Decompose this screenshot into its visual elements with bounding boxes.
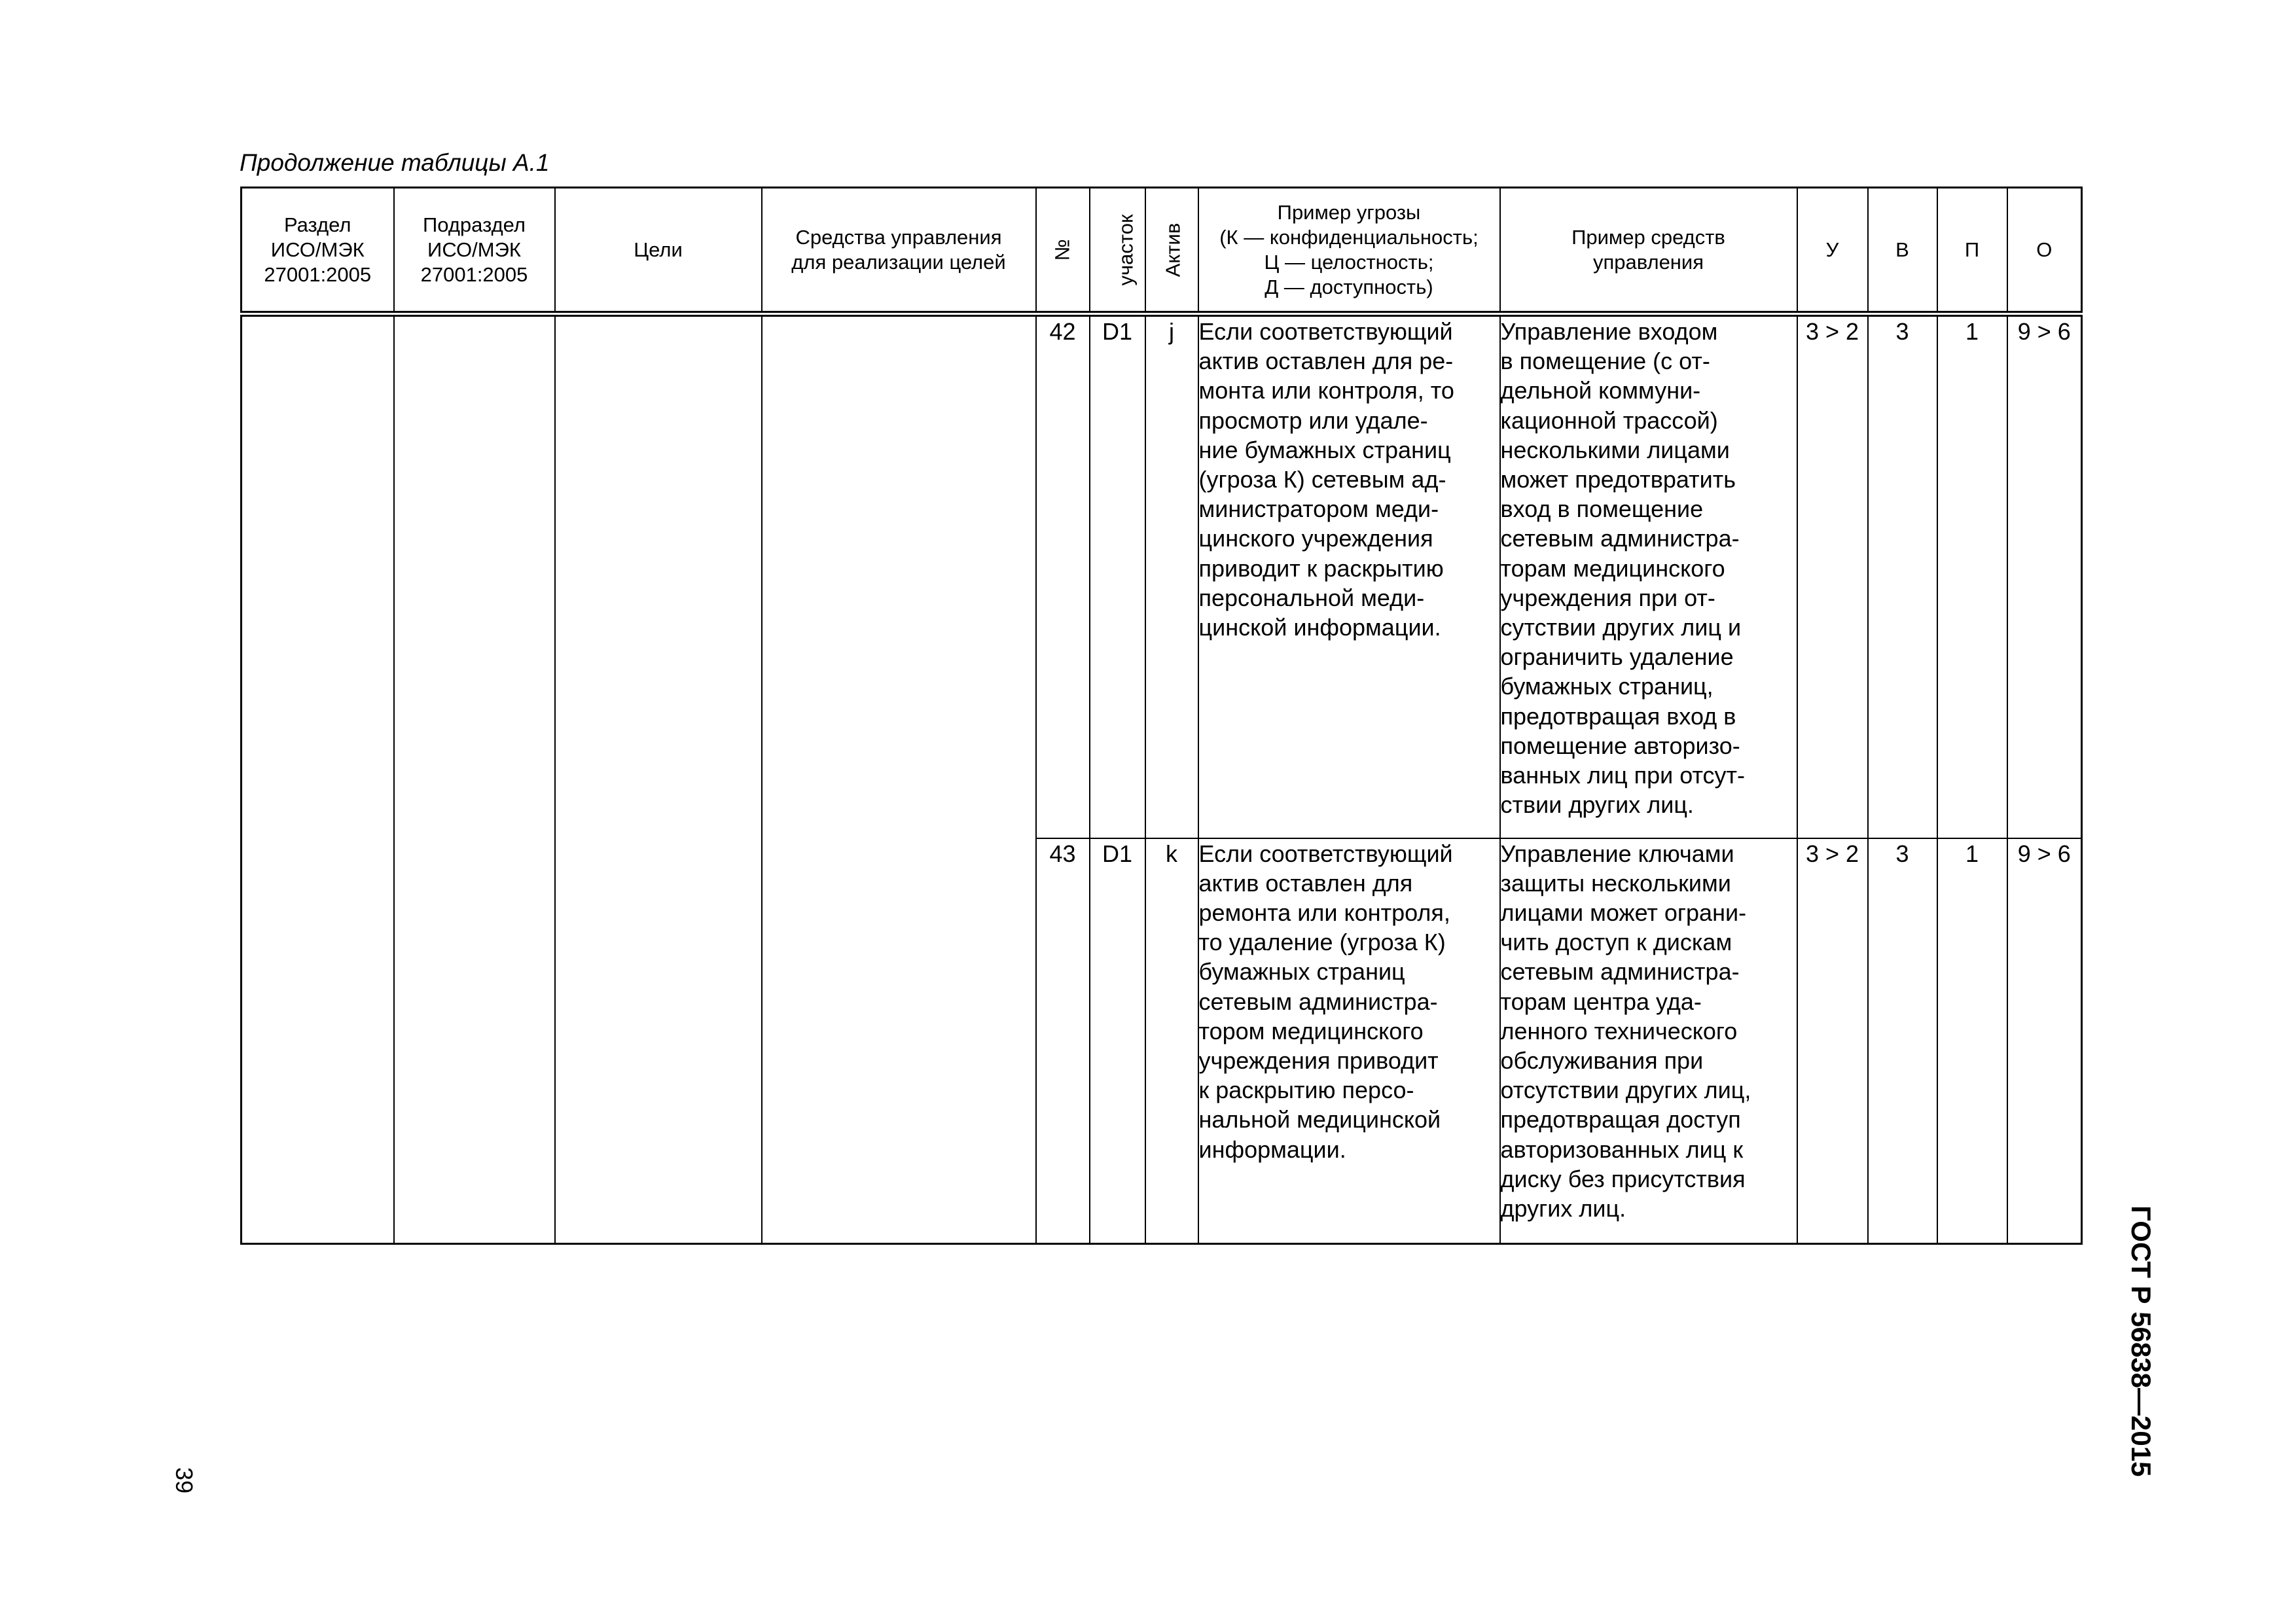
- text-line: Пример средств: [1571, 225, 1725, 249]
- cell-v: 3: [1868, 838, 1937, 1244]
- text-line: ванных лиц при отсут-: [1500, 762, 1746, 789]
- text-line: Подраздел: [423, 213, 526, 236]
- text-line: авторизованных лиц к: [1500, 1135, 1744, 1163]
- text-line: Управление входом: [1500, 318, 1718, 345]
- text-line: может предотвратить: [1500, 466, 1736, 493]
- text-line: ремонта или контроля,: [1198, 899, 1450, 926]
- text-line: предотвращая вход в: [1500, 702, 1736, 730]
- text-line: защиты несколькими: [1500, 869, 1731, 897]
- cell-control-example: [1500, 838, 1797, 1244]
- text-line: Д — доступность): [1265, 275, 1433, 298]
- cell-v: 3: [1868, 314, 1937, 838]
- text-line: кационной трассой): [1500, 406, 1718, 434]
- text-line: лицами может ограни-: [1500, 899, 1747, 926]
- standards-table: [240, 187, 2083, 1245]
- document-code: ГОСТ Р 56838—2015: [2126, 1205, 2157, 1477]
- text-line: обслуживания при: [1500, 1046, 1704, 1074]
- header-area: [1090, 188, 1145, 314]
- cell-asset: k: [1145, 838, 1198, 1244]
- table-header-row: [242, 188, 2082, 314]
- cell-goals: [555, 314, 762, 1244]
- cell-threat-example: [1198, 838, 1500, 1244]
- text-line: просмотр или удале-: [1198, 406, 1428, 434]
- page-number: 39: [171, 1467, 198, 1494]
- text-line: ИСО/МЭК: [270, 238, 365, 261]
- header-asset-text: Актив: [1160, 223, 1184, 277]
- text-line: цинского учреждения: [1198, 525, 1433, 552]
- text-line: нальной медицинской: [1198, 1106, 1441, 1133]
- text-line: в помещение (с от-: [1500, 348, 1710, 375]
- cell-subsection: [394, 314, 555, 1244]
- text-line: бумажных страниц: [1198, 958, 1405, 986]
- text-line: предотвращая доступ: [1500, 1106, 1741, 1133]
- table-caption: Продолжение таблицы А.1: [240, 149, 550, 176]
- text-line: Управление ключами: [1500, 840, 1734, 867]
- text-line: Ц — целостность;: [1264, 250, 1434, 274]
- header-threat-example: [1198, 188, 1500, 314]
- text-line: Если соответствующий: [1198, 318, 1453, 345]
- text-line: ленного технического: [1500, 1017, 1738, 1044]
- table-row: [242, 314, 2082, 838]
- text-line: актив оставлен для: [1198, 869, 1413, 897]
- cell-area: D1: [1090, 314, 1145, 838]
- text-line: Средства управления: [795, 225, 1002, 249]
- text-line: для реализации целей: [791, 250, 1006, 274]
- header-u: У: [1797, 188, 1868, 314]
- text-line: торам центра уда-: [1500, 988, 1702, 1015]
- text-line: монта или контроля, то: [1198, 377, 1454, 404]
- text-line: учреждения при от-: [1500, 584, 1715, 611]
- header-asset: [1145, 188, 1198, 314]
- text-line: сетевым администра-: [1500, 958, 1740, 986]
- text-line: 27001:2005: [264, 262, 372, 286]
- cell-o: 9 > 6: [2007, 314, 2082, 838]
- text-line: цинской информации.: [1198, 614, 1441, 641]
- text-line: ИСО/МЭК: [427, 238, 521, 261]
- header-p: П: [1937, 188, 2007, 314]
- header-number-text: №: [1050, 238, 1074, 261]
- text-line: министратором меди-: [1198, 495, 1439, 523]
- cell-asset: j: [1145, 314, 1198, 838]
- text-line: 27001:2005: [420, 262, 528, 286]
- text-line: отсутствии других лиц,: [1500, 1077, 1751, 1104]
- text-line: диску без присутствия: [1500, 1165, 1746, 1192]
- text-line: сутствии других лиц и: [1500, 614, 1742, 641]
- text-line: информации.: [1198, 1135, 1346, 1163]
- text-line: сетевым администра-: [1198, 988, 1438, 1015]
- text-line: (К — конфиденциальность;: [1219, 225, 1479, 249]
- text-line: приводит к раскрытию: [1198, 554, 1444, 582]
- text-line: чить доступ к дискам: [1500, 929, 1732, 956]
- cell-u: 3 > 2: [1797, 838, 1868, 1244]
- cell-threat-example: [1198, 314, 1500, 838]
- text-line: персональной меди-: [1198, 584, 1425, 611]
- cell-number: 42: [1036, 314, 1090, 838]
- cell-area: D1: [1090, 838, 1145, 1244]
- cell-number: 43: [1036, 838, 1090, 1244]
- cell-p: 1: [1937, 838, 2007, 1244]
- text-line: ние бумажных страниц: [1198, 436, 1451, 463]
- text-line: несколькими лицами: [1500, 436, 1730, 463]
- header-number: [1036, 188, 1090, 314]
- header-v: В: [1868, 188, 1937, 314]
- text-line: то удаление (угроза К): [1198, 929, 1446, 956]
- text-line: сетевым администра-: [1500, 525, 1740, 552]
- text-line: управления: [1592, 250, 1704, 274]
- text-line: актив оставлен для ре-: [1198, 348, 1454, 375]
- text-line: вход в помещение: [1500, 495, 1704, 523]
- text-line: ограничить удаление: [1500, 643, 1734, 671]
- header-o: О: [2007, 188, 2082, 314]
- header-controls: [762, 188, 1036, 314]
- text-line: дельной коммуни-: [1500, 377, 1701, 404]
- text-line: других лиц.: [1500, 1194, 1626, 1222]
- header-goals: Цели: [555, 188, 762, 314]
- text-line: тором медицинского: [1198, 1017, 1424, 1044]
- text-line: ствии других лиц.: [1500, 791, 1694, 819]
- cell-controls: [762, 314, 1036, 1244]
- cell-control-example: [1500, 314, 1797, 838]
- text-line: торам медицинского: [1500, 554, 1725, 582]
- text-line: бумажных страниц,: [1500, 673, 1713, 700]
- cell-section: [242, 314, 394, 1244]
- cell-u: 3 > 2: [1797, 314, 1868, 838]
- header-section: [242, 188, 394, 314]
- text-line: учреждения приводит: [1198, 1046, 1439, 1074]
- text-line: Если соответствующий: [1198, 840, 1453, 867]
- cell-p: 1: [1937, 314, 2007, 838]
- text-line: (угроза К) сетевым ад-: [1198, 466, 1446, 493]
- text-line: к раскрытию персо-: [1198, 1077, 1414, 1104]
- text-line: Раздел: [284, 213, 351, 236]
- header-area-text: участок: [1114, 213, 1138, 286]
- cell-o: 9 > 6: [2007, 838, 2082, 1244]
- text-line: Пример угрозы: [1277, 200, 1421, 224]
- header-subsection: [394, 188, 555, 314]
- text-line: помещение авторизо-: [1500, 732, 1740, 759]
- header-control-example: [1500, 188, 1797, 314]
